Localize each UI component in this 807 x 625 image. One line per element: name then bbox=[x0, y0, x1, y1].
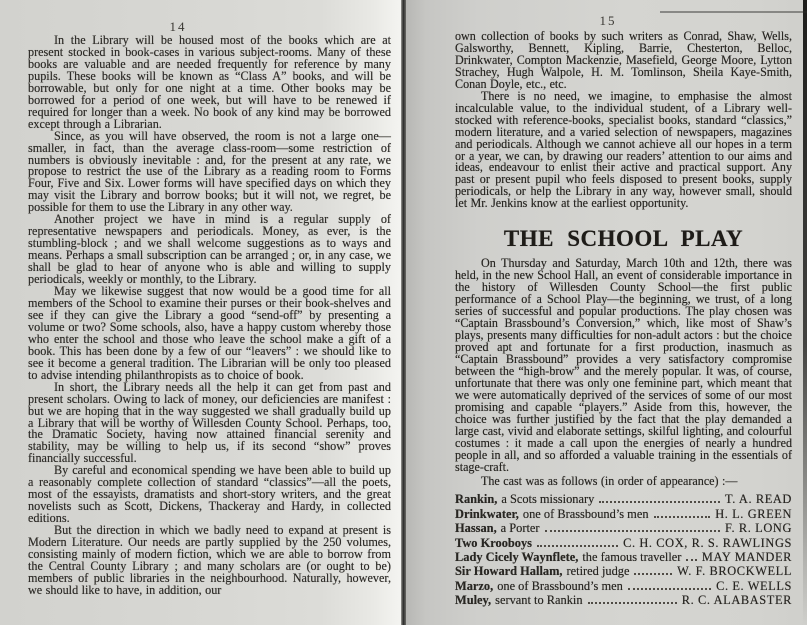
right-page-text-column bbox=[455, 31, 792, 608]
cast-actor-name: C. E. WELLS bbox=[716, 578, 792, 593]
cast-character-name: Muley, bbox=[455, 593, 492, 608]
cast-row bbox=[455, 593, 792, 607]
right-page-top-paragraphs bbox=[455, 31, 792, 210]
body-paragraph: In the Library will be housed most of the books which are at present stocked in book-cases in various subject-rooms. Many of these books are valuable and are needed frequently for reference by many pupils. These books will be known as “Class A” books, and will be borrowable, but only for one night at a time. Other books may be borrowed for a period of one week, but will have to be renewed if required for longer than a week. No book of any kind may be borrowed except through a Librarian. bbox=[28, 33, 391, 131]
cast-character-name: Sir Howard Hallam, bbox=[455, 564, 563, 579]
dotted-leader bbox=[599, 501, 720, 503]
body-paragraph: In short, the Library needs all the help it can get from past and present scholars. Owing to lack of money, our deficiencies are manifest : but we are hoping that in the way suggested we shall gradually build up a Library that will be worthy of Willesden County School. Perhaps, too, the Dramatic Society, having now attained financial serenity and stability, may be willing to help us, if its second “show” proves financially successful. bbox=[28, 379, 391, 466]
cast-actor-name: R. C. ALABASTER bbox=[681, 593, 792, 608]
cast-actor-name: MAY MANDER bbox=[701, 550, 792, 565]
scan-edge-shadow bbox=[803, 0, 807, 625]
cast-character-name: Rankin, bbox=[455, 492, 498, 507]
cast-row bbox=[455, 550, 792, 564]
dotted-leader bbox=[654, 516, 711, 518]
dotted-leader bbox=[537, 545, 618, 547]
cast-actor-name: H. L. GREEN bbox=[715, 506, 792, 521]
body-paragraph: own collection of books by such writers as Conrad, Shaw, Wells, Galsworthy, Bennett, Kipling, Barrie, Chesterton, Belloc, Drinkwater, Compton Mackenzie, Masefield, George Moore, Lytton Strachey, Hugh Walpole, H. M. Tomlinson, Sheila Kaye-Smith, Conan Doyle, etc., etc. bbox=[455, 29, 792, 91]
body-paragraph: But the direction in which we badly need to expand at present is Modern Literature. Our needs are partly supplied by the 250 volumes, consisting mainly of modern fiction, which we are able to borrow from the Central County Library ; and many scholars are (or ought to be) members of public libraries in the neighbourhood. Naturally, however, we should like to have, in addition, our bbox=[28, 523, 391, 597]
body-paragraph: Another project we have in mind is a regular supply of representative newspapers and periodicals. Money, as ever, is the stumbling-block ; and we shall welcome suggestions as to ways and means. Perhaps a small subscription can be arranged ; or, in any case, we shall be glad to hear of anyone who is able and willing to supply periodicals, weekly or monthly, to the Library. bbox=[28, 212, 391, 287]
cast-character-role: a Scots missionary bbox=[501, 492, 595, 507]
body-paragraph: May we likewise suggest that now would be a good time for all members of the School to examine their purses or their book-shelves and see if they can give the Library a good “send-off” by presenting a volume or two? Some schools, also, have a happy custom whereby those who enter the school and those who leave the school make a gift of a book. This has been done by a few of our “leavers” : we should like to see it become a general tradition. The Librarian will be only too pleased to advise intending philanthropists as to choice of book. bbox=[28, 284, 391, 382]
cast-row bbox=[455, 579, 792, 593]
dotted-leader bbox=[686, 559, 696, 561]
dotted-leader bbox=[588, 602, 677, 604]
dotted-leader bbox=[634, 573, 672, 575]
play-article-paragraphs bbox=[455, 258, 792, 473]
cast-character-name: Hassan, bbox=[455, 521, 497, 536]
cast-character-role: the famous traveller bbox=[582, 550, 682, 565]
cast-character-name: Marzo, bbox=[455, 578, 494, 593]
body-paragraph: Since, as you will have observed, the room is not a large one—smaller, in fact, than the average class-room—some restriction of numbers is obviously inevitable : and, for the present at any rate, we propose to restrict the use of the Library as a reading room to Forms Four, Five and Six. Lower forms will have specified days on which they may visit the Library and borrow books; but it will not, we regret, be possible for them to use the Library in any other way. bbox=[28, 128, 391, 215]
cast-actor-name: C. H. COX, R. S. RAWLINGS bbox=[623, 535, 792, 550]
cast-actor-name: T. A. READ bbox=[724, 492, 792, 507]
body-paragraph: On Thursday and Saturday, March 10th and 12th, there was held, in the new School Hall, an event of considerable importance in the history of Willesden County School—the first public performance of a School Play—the beginning, we trust, of a long series of successful and popular productions. The play chosen was “Captain Brassbound’s Conversion,” which, like most of Shaw’s plays, presents many difficulties for non-adult actors : but the choice proved apt and fortunate for a first production, inasmuch as “Captain Brassbound” provides a very satisfactory compromise between the “high-brow” and the merely popular. It was, of course, unfortunate that there was only one feminine part, which meant that we were automatically deprived of the services of some of our most promising and capable “players.” Aside from this, however, the choice was further justified by the fact that the play demanded a large cast, vivid and elaborate settings, skilful lighting, and colourful costumes : it made a call upon the energies of nearly a hundred people in all, and so afforded a valuable training in the essentials of stage-craft. bbox=[455, 256, 792, 474]
cast-actor-name: W. F. BROCKWELL bbox=[677, 564, 792, 579]
cast-row bbox=[455, 564, 792, 578]
cast-character-role: one of Brassbound’s men bbox=[497, 578, 623, 593]
cast-character-name: Drinkwater, bbox=[455, 506, 519, 521]
cast-row bbox=[455, 521, 792, 535]
page-number-right: 15 bbox=[599, 13, 617, 28]
cast-row bbox=[455, 492, 792, 506]
cast-row bbox=[455, 536, 792, 550]
left-page-text-column bbox=[28, 35, 391, 597]
dotted-leader bbox=[628, 588, 711, 590]
body-paragraph: There is no need, we imagine, to emphasise the almost incalculable value, to the individual student, of a Library well-stocked with reference-books, specialist books, standard “classics,” modern literature, and a varied selection of newspapers, magazines and periodicals. Although we cannot achieve all our hopes in a term or a year, we can, by drawing our readers’ attention to our aims and ideas, endeavour to enlist their active and practical support. Any past or present pupil who feels disposed to present books, supply periodicals, or help the Library in any way, however small, should let Mr. Jenkins know at the earliest opportunity. bbox=[455, 88, 792, 211]
cast-character-role: a Porter bbox=[500, 521, 540, 536]
cast-character-role: one of Brassbound’s men bbox=[522, 506, 649, 521]
cast-character-name: Lady Cicely Waynflete, bbox=[455, 550, 579, 565]
cast-list bbox=[455, 492, 792, 607]
cast-character-name: Two Krooboys bbox=[455, 535, 532, 550]
left-page-paragraphs bbox=[28, 35, 391, 597]
article-heading: THE SCHOOL PLAY bbox=[503, 226, 744, 252]
page-number-left: 14 bbox=[169, 19, 187, 34]
cast-intro-line: The cast was as follows (in order of appearance) :— bbox=[481, 474, 738, 489]
dotted-leader bbox=[545, 530, 720, 532]
cast-row bbox=[455, 507, 792, 521]
cast-character-role: retired judge bbox=[566, 564, 630, 579]
cast-character-role: servant to Rankin bbox=[495, 593, 583, 608]
page-gutter-shadow bbox=[401, 0, 406, 625]
cast-actor-name: F. R. LONG bbox=[725, 521, 792, 536]
body-paragraph: By careful and economical spending we have been able to build up a reasonably complete collection of standard “classics”—all the poets, most of the essayists, dramatists and short-story writers, and the great novelists such as Scott, Dickens, Thackeray and Hardy, in collected editions. bbox=[28, 463, 391, 526]
